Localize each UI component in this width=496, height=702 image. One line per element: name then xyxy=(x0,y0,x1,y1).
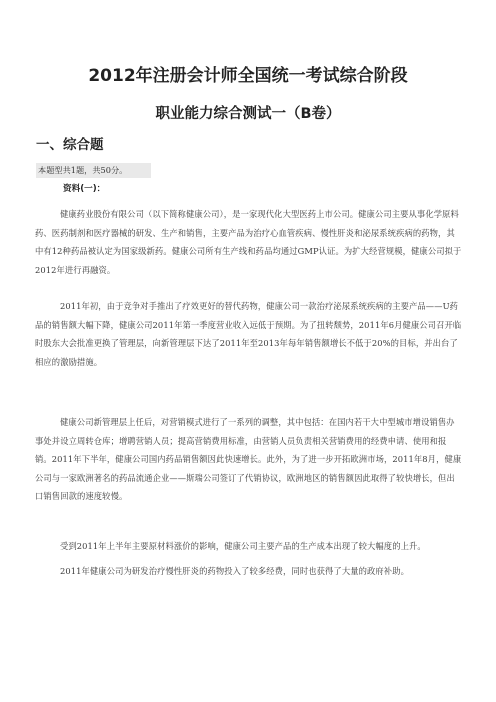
paragraph-cost-increase: 受到2011年上半年主要原材料涨价的影响，健康公司主要产品的生产成本出现了较大幅度的上升。 xyxy=(60,541,426,551)
document-title: 2012年注册会计师全国统一考试综合阶段 xyxy=(88,66,408,86)
question-type-note: 本题型共1题，共50分。 xyxy=(36,163,151,178)
document-subtitle: 职业能力综合测试一（B卷） xyxy=(155,106,341,122)
paragraph-rd-subsidy: 2011年健康公司为研发治疗慢性肝炎的药物投入了较多经费，同时也获得了大量的政府补助。 xyxy=(60,566,409,576)
paragraph-company-overview: 健康药业股份有限公司（以下简称健康公司），是一家现代化大型医药上市公司。健康公司主要从事化学原料药、医药制剂和医疗器械的研发、生产和销售，主要产品为治疗心血管疾病、慢性肝炎和泌尿系统疾病的药物，其中有12种药品被认定为国家级新药。健康公司所有生产线和药品均通过GMP认证。为扩大经营规模，健康公司拟于2012年进行再融资。 xyxy=(35,209,462,275)
section-heading: 一、综合题 xyxy=(36,137,104,153)
paragraph-marketing-changes: 健康公司新管理层上任后，对营销模式进行了一系列的调整，其中包括：在国内若干大中型城市增设销售办事处并设立周转仓库；增聘营销人员；提高营销费用标准，由营销人员负责相关营销费用的经费申请、使用和报销。2011年下半年，健康公司国内药品销售额因此快速增长。此外，为了进一步开拓欧洲市场，2011年8月，健康公司与一家欧洲著名的药品流通企业——斯瑞公司签订了代销协议，欧洲地区的销售额因此取得了较快增长，但出口销售回款的速度较慢。 xyxy=(35,417,462,502)
paragraph-2011-sales-decline: 2011年初，由于竞争对手推出了疗效更好的替代药物，健康公司一款治疗泌尿系统疾病的主要产品——U药品的销售额大幅下降，健康公司2011年第一季度营业收入远低于预期。为了扭转颓势，2011年6月健康公司召开临时股东大会批准更换了管理层，向新管理层下达了2011年至2013年每年销售额增长不低于20%的目标，并出台了相应的激励措施。 xyxy=(35,301,462,367)
material-label: 资料(一)： xyxy=(63,184,106,194)
